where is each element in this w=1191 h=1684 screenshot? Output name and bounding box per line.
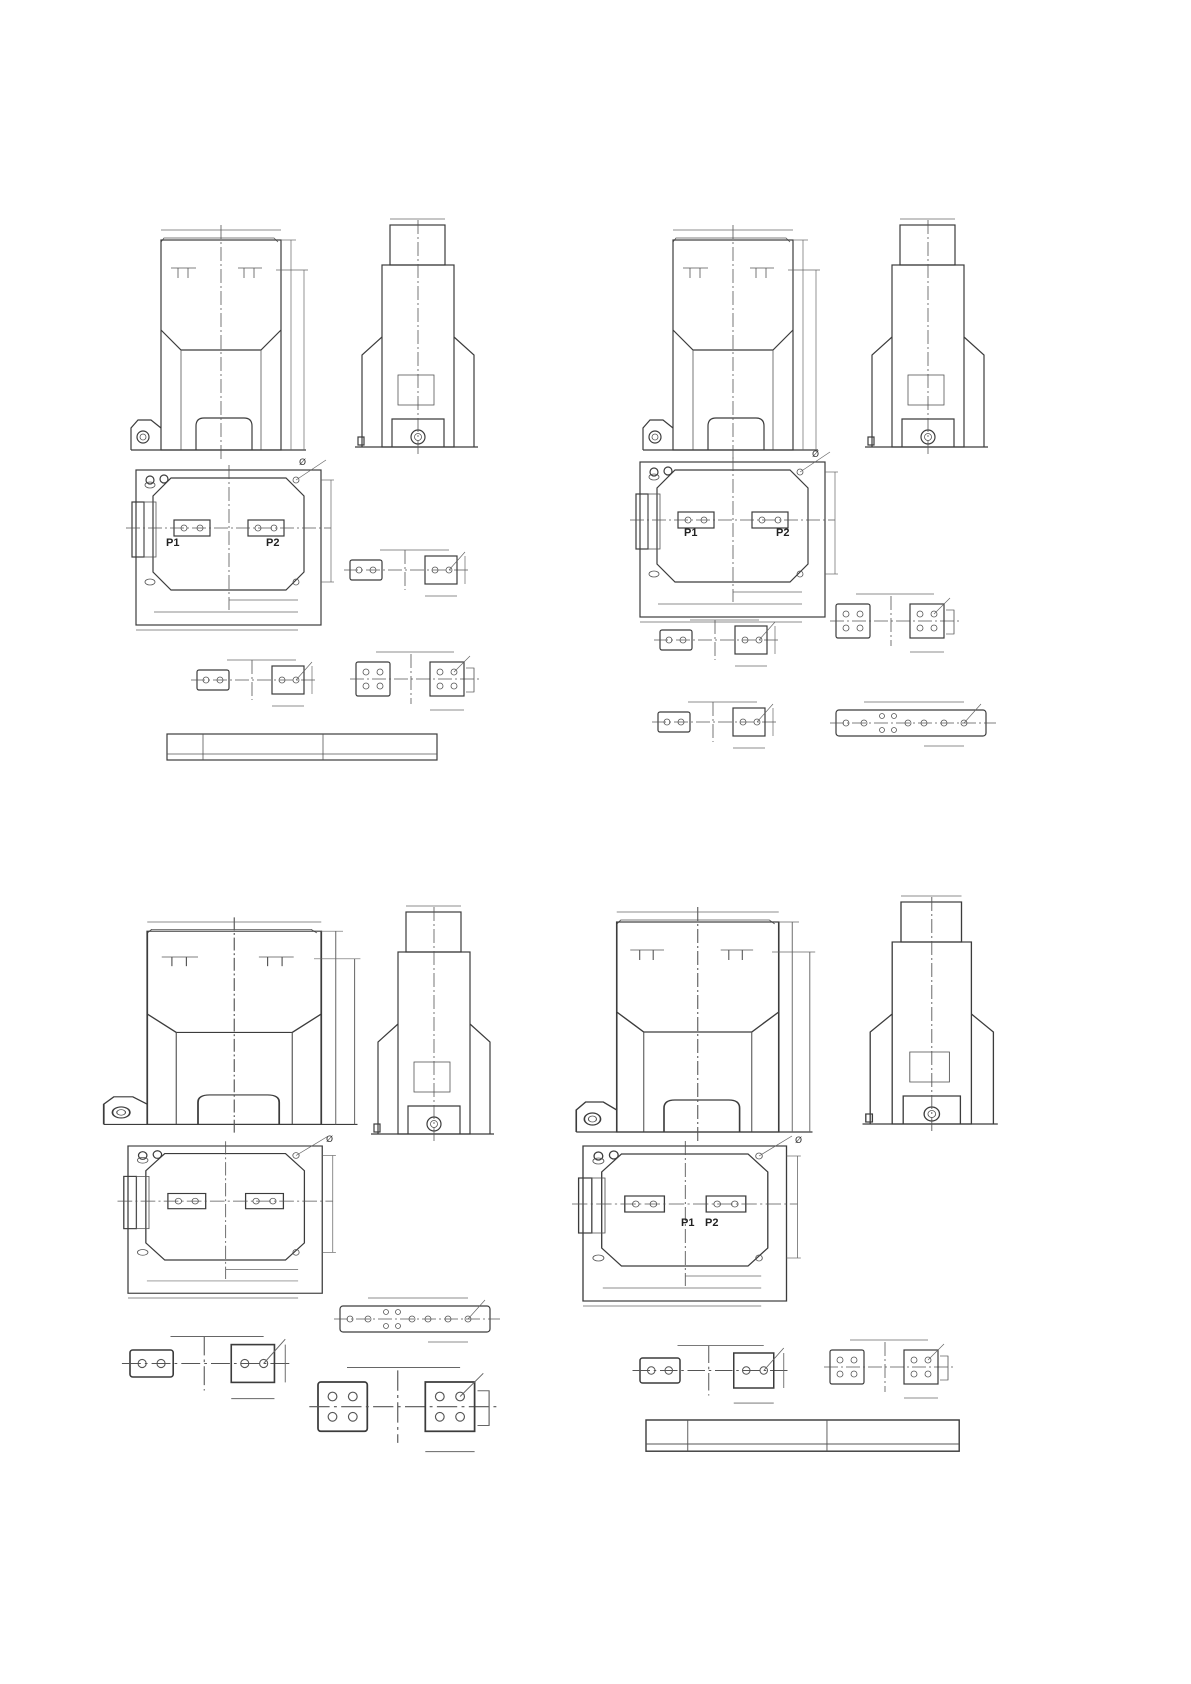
drawing-a-diameter-symbol: Ø <box>299 458 307 468</box>
drawing-a-label-p2: P2 <box>266 537 280 549</box>
drawing-d-label-p1: P1 <box>681 1217 695 1229</box>
drawing-c-side-view <box>371 906 494 1142</box>
drawing-d-label-p2: P2 <box>705 1217 719 1229</box>
drawing-d-front-view <box>576 907 815 1142</box>
drawing-c-terminal-detail-2 <box>309 1368 498 1452</box>
drawing-c-plan-view <box>118 1137 336 1299</box>
drawing-b-terminal-detail-2 <box>654 620 780 666</box>
drawing-b <box>630 219 996 748</box>
drawing-a-front-view <box>131 225 308 460</box>
drawing-b-side-view <box>865 219 988 455</box>
drawing-b-terminal-detail-3 <box>652 702 778 748</box>
drawing-d-terminal-detail-1 <box>633 1346 791 1404</box>
drawing-b-diameter-symbol: Ø <box>812 450 820 460</box>
drawing-d <box>572 896 998 1451</box>
drawing-a-terminal-detail-2 <box>191 660 317 706</box>
drawing-a-terminal-detail-1 <box>344 550 470 596</box>
drawing-b-label-p2: P2 <box>776 527 790 539</box>
drawing-c <box>104 906 500 1452</box>
drawing-b-label-p1: P1 <box>684 527 698 539</box>
drawing-a <box>126 219 480 760</box>
drawing-b-strip-detail <box>830 702 996 746</box>
drawing-d-terminal-detail-2 <box>824 1340 954 1398</box>
drawing-a-side-view <box>355 219 478 455</box>
drawing-d-side-view <box>863 896 998 1132</box>
drawing-d-diameter-symbol: Ø <box>795 1136 803 1146</box>
drawing-b-front-view <box>643 225 820 460</box>
drawing-c-diameter-symbol: Ø <box>326 1135 334 1145</box>
drawing-b-plan-view <box>630 452 838 622</box>
drawing-a-terminal-detail-3 <box>350 652 480 710</box>
drawing-a-plan-view <box>126 460 334 630</box>
drawing-c-terminal-detail-1 <box>122 1337 292 1399</box>
drawing-a-label-p1: P1 <box>166 537 180 549</box>
drawing-d-table <box>646 1420 959 1451</box>
drawing-a-table <box>167 734 437 760</box>
drawing-c-strip-detail <box>334 1298 500 1342</box>
drawing-c-front-view <box>104 917 361 1133</box>
drawing-b-terminal-detail-1 <box>830 594 960 652</box>
